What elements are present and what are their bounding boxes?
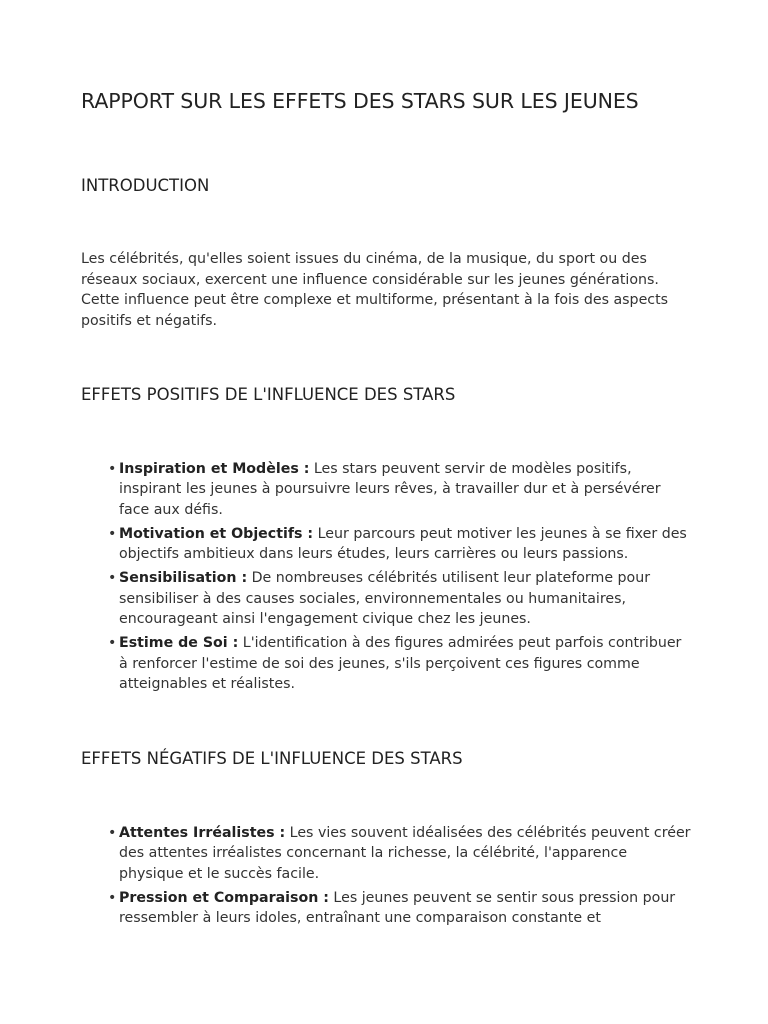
list-item-term: Attentes Irréalistes : [119, 825, 286, 841]
introduction-paragraph: Les célébrités, qu'elles soient issues du cinéma, de la musique, du sport ou des réseaux sociaux, exercent une influence considérable sur les jeunes générations. Cette influence peut être complexe et multiforme, présentant à la fois des aspects positifs et négatifs. [81, 251, 669, 330]
bullet-icon: • [108, 525, 117, 542]
list-item-term: Pression et Comparaison : [119, 889, 329, 906]
list-item-text: De nombreuses célébrités utilisent leur plateforme pour sensibiliser à des causes sociales, environnementales ou humanitaires, encourageant ainsi l'engagement civique chez les jeunes. [119, 570, 651, 628]
bullet-icon: • [108, 889, 117, 906]
document-title: RAPPORT SUR LES EFFETS DES STARS SUR LES JEUNES [81, 89, 639, 113]
positive-effects-heading: EFFETS POSITIFS DE L'INFLUENCE DES STARS [81, 385, 456, 404]
list-item-text: Les jeunes peuvent se sentir sous pression pour ressembler à leurs idoles, entraînant une comparaison constante et [119, 889, 676, 927]
negative-effects-heading: EFFETS NÉGATIFS DE L'INFLUENCE DES STARS [81, 749, 463, 768]
list-item-term: Motivation et Objectifs : [119, 525, 314, 542]
negative-effects-list [108, 823, 693, 932]
bullet-icon: • [108, 570, 117, 587]
list-item [108, 524, 693, 565]
list-item-term: Inspiration et Modèles : [119, 461, 310, 477]
list-item [108, 568, 693, 629]
bullet-icon: • [108, 825, 117, 841]
list-item-term: Sensibilisation : [119, 570, 248, 587]
list-item [108, 823, 693, 884]
introduction-heading: INTRODUCTION [81, 176, 210, 195]
list-item [108, 888, 693, 929]
positive-effects-list [108, 459, 693, 698]
list-item [108, 459, 693, 520]
list-item-text: Leur parcours peut motiver les jeunes à se fixer des objectifs ambitieux dans leurs études, leurs carrières ou leurs passions. [119, 525, 687, 563]
list-item-term: Estime de Soi : [119, 635, 239, 652]
list-item-text: L'identification à des figures admirées peut parfois contribuer à renforcer l'estime de soi des jeunes, s'ils perçoivent ces figures comme atteignables et réalistes. [119, 635, 682, 692]
bullet-icon: • [108, 635, 117, 652]
list-item-text: Les stars peuvent servir de modèles positifs, inspirant les jeunes à poursuivre leurs rêves, à travailler dur et à persévérer face aux défis. [119, 461, 661, 518]
list-item [108, 633, 693, 694]
list-item-text: Les vies souvent idéalisées des célébrités peuvent créer des attentes irréalistes concernant la richesse, la célébrité, l'apparence physique et le succès facile. [119, 825, 691, 882]
bullet-icon: • [108, 461, 117, 477]
